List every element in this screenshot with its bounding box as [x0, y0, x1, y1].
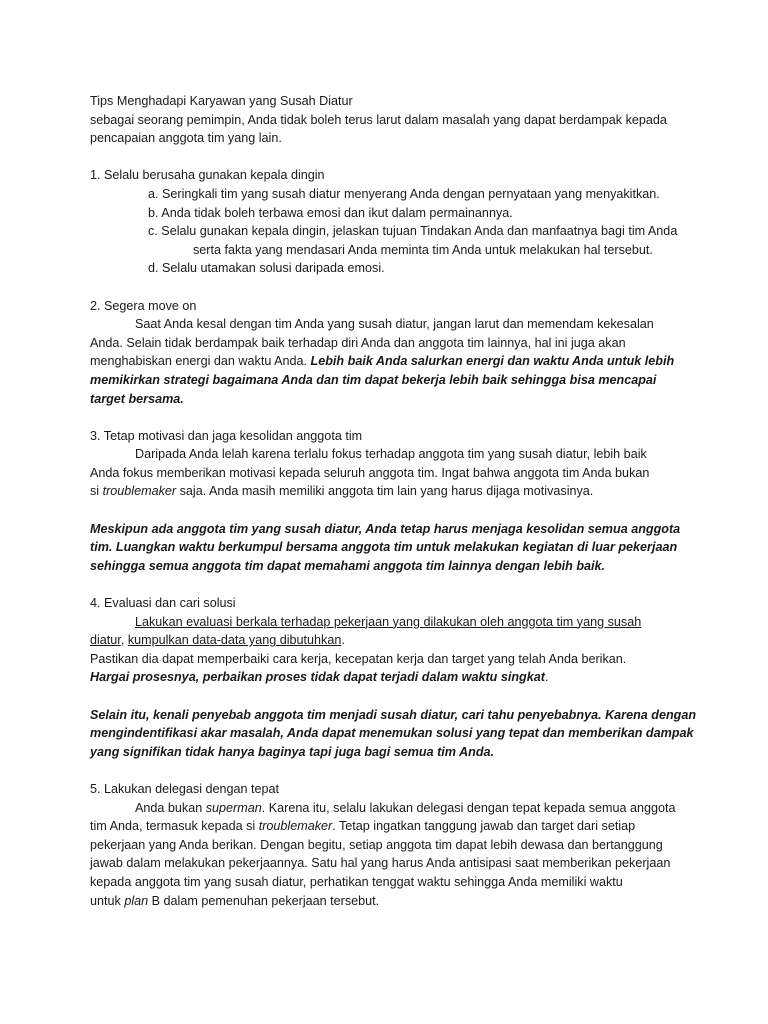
underlined-text: diatur [90, 633, 121, 648]
plain-text: . [544, 670, 549, 685]
italic-text: troublemaker [258, 819, 333, 834]
intro-line-2: pencapaian anggota tim yang lain. [90, 131, 282, 146]
section-4-emphasis-line: mengindentifikasi akar masalah, Anda dapat menemukan solusi yang tepat dan memberikan dampak [90, 726, 694, 741]
intro-line-1: sebagai seorang pemimpin, Anda tidak boleh terus larut dalam masalah yang dapat berdampak kepada [90, 112, 667, 127]
section-5-line [90, 817, 690, 836]
section-3-line [90, 482, 690, 501]
plain-text: untuk [90, 893, 125, 908]
section-2-line: Saat Anda kesal dengan tim Anda yang susah diatur, jangan larut dan memendam kekesalan [135, 317, 654, 332]
section-2-emphasis-line: target bersama. [90, 391, 184, 406]
plain-text: B dalam pemenuhan pekerjaan tersebut. [148, 893, 380, 908]
section-3-line: Daripada Anda lelah karena terlalu fokus terhadap anggota tim yang susah diatur, lebih baik [135, 447, 647, 462]
section-5-line [90, 892, 690, 911]
spacer [90, 501, 690, 520]
plain-text: , [120, 633, 128, 648]
section-2-heading: 2. Segera move on [90, 298, 197, 313]
italic-text: superman [205, 800, 262, 815]
section-2-line: Anda. Selain tidak berdampak baik terhadap diri Anda dan anggota tim lainnya, hal ini juga akan [90, 335, 626, 350]
plain-text: tim Anda, termasuk kepada si [90, 819, 259, 834]
section-3-line: Anda fokus memberikan motivasi kepada seluruh anggota tim. Ingat bahwa anggota tim Anda bukan [90, 465, 650, 480]
spacer [90, 408, 690, 427]
section-4-line [90, 631, 690, 650]
plain-text: . Karena itu, selalu lakukan delegasi dengan tepat kepada semua anggota [261, 800, 676, 815]
section-4-emphasis-line: yang signifikan tidak hanya baginya tapi juga bagi semua tim Anda. [90, 744, 495, 759]
document-body [90, 92, 697, 910]
plain-text: si [90, 484, 103, 499]
italic-text: plan [124, 893, 149, 908]
emphasis-text: Lebih baik Anda salurkan energi dan waktu Anda untuk lebih [310, 354, 675, 369]
section-1-item-b: b. Anda tidak boleh terbawa emosi dan ikut dalam permainannya. [148, 205, 513, 220]
plain-text: . Tetap ingatkan tanggung jawab dan target dari setiap [332, 819, 636, 834]
section-1-item-c-cont: serta fakta yang mendasari Anda meminta tim Anda untuk melakukan hal tersebut. [193, 242, 653, 257]
underlined-text: kumpulkan data-data yang dibutuhkan [127, 633, 342, 648]
section-4-line: Pastikan dia dapat memperbaiki cara kerja, kecepatan kerja dan target yang telah Anda berikan. [90, 651, 627, 666]
section-1-item-a: a. Seringkali tim yang susah diatur menyerang Anda dengan pernyataan yang menyakitkan. [148, 186, 660, 201]
section-3-emphasis-line: Meskipun ada anggota tim yang susah diatur, Anda tetap harus menjaga kesolidan semua anggota [90, 521, 681, 536]
italic-text: troublemaker [102, 484, 177, 499]
emphasis-text: Hargai prosesnya, perbaikan proses tidak dapat terjadi dalam waktu singkat [90, 670, 545, 685]
section-1-item-d: d. Selalu utamakan solusi daripada emosi. [148, 261, 385, 276]
section-1-heading: 1. Selalu berusaha gunakan kepala dingin [90, 168, 325, 183]
section-5-line: kepada anggota tim yang susah diatur, perhatikan tenggat waktu sehingga Anda memiliki waktu [90, 874, 623, 889]
spacer [90, 575, 690, 594]
plain-text: menghabiskan energi dan waktu Anda. [90, 354, 311, 369]
spacer [90, 687, 690, 706]
spacer [90, 761, 690, 780]
plain-text: . [341, 633, 345, 648]
section-5-line [90, 799, 690, 818]
spacer [90, 278, 690, 297]
plain-text: saja. Anda masih memiliki anggota tim lain yang harus dijaga motivasinya. [176, 484, 594, 499]
section-4-heading: 4. Evaluasi dan cari solusi [90, 596, 236, 611]
spacer [90, 148, 690, 167]
section-4-line [90, 668, 690, 687]
section-2-line [90, 352, 690, 371]
section-4-underlined-line: Lakukan evaluasi berkala terhadap pekerjaan yang dilakukan oleh anggota tim yang susah [135, 614, 642, 629]
document-title: Tips Menghadapi Karyawan yang Susah Diatur [90, 94, 353, 108]
section-2-emphasis-line: memikirkan strategi bagaimana Anda dan tim dapat bekerja lebih baik sehingga bisa mencapai [90, 372, 657, 387]
section-5-line: jawab dalam melakukan pekerjaannya. Satu hal yang harus Anda antisipasi saat memberikan pekerjaan [90, 856, 671, 871]
section-3-emphasis-line: sehingga semua anggota tim dapat memahami anggota tim lainnya dengan lebih baik. [90, 558, 606, 573]
section-1-item-c: c. Selalu gunakan kepala dingin, jelaskan tujuan Tindakan Anda dan manfaatnya bagi tim Anda [148, 224, 678, 239]
section-4-emphasis-line: Selain itu, kenali penyebab anggota tim menjadi susah diatur, cari tahu penyebabnya. Karena dengan [90, 707, 697, 722]
plain-text: Anda bukan [135, 800, 206, 815]
section-3-emphasis-line: tim. Luangkan waktu berkumpul bersama anggota tim untuk melakukan kegiatan di luar pekerjaan [90, 540, 678, 555]
section-5-heading: 5. Lakukan delegasi dengan tepat [90, 781, 280, 796]
section-5-line: pekerjaan yang Anda berikan. Dengan begitu, setiap anggota tim dapat lebih dewasa dan bertanggung [90, 837, 663, 852]
section-3-heading: 3. Tetap motivasi dan jaga kesolidan anggota tim [90, 428, 363, 443]
